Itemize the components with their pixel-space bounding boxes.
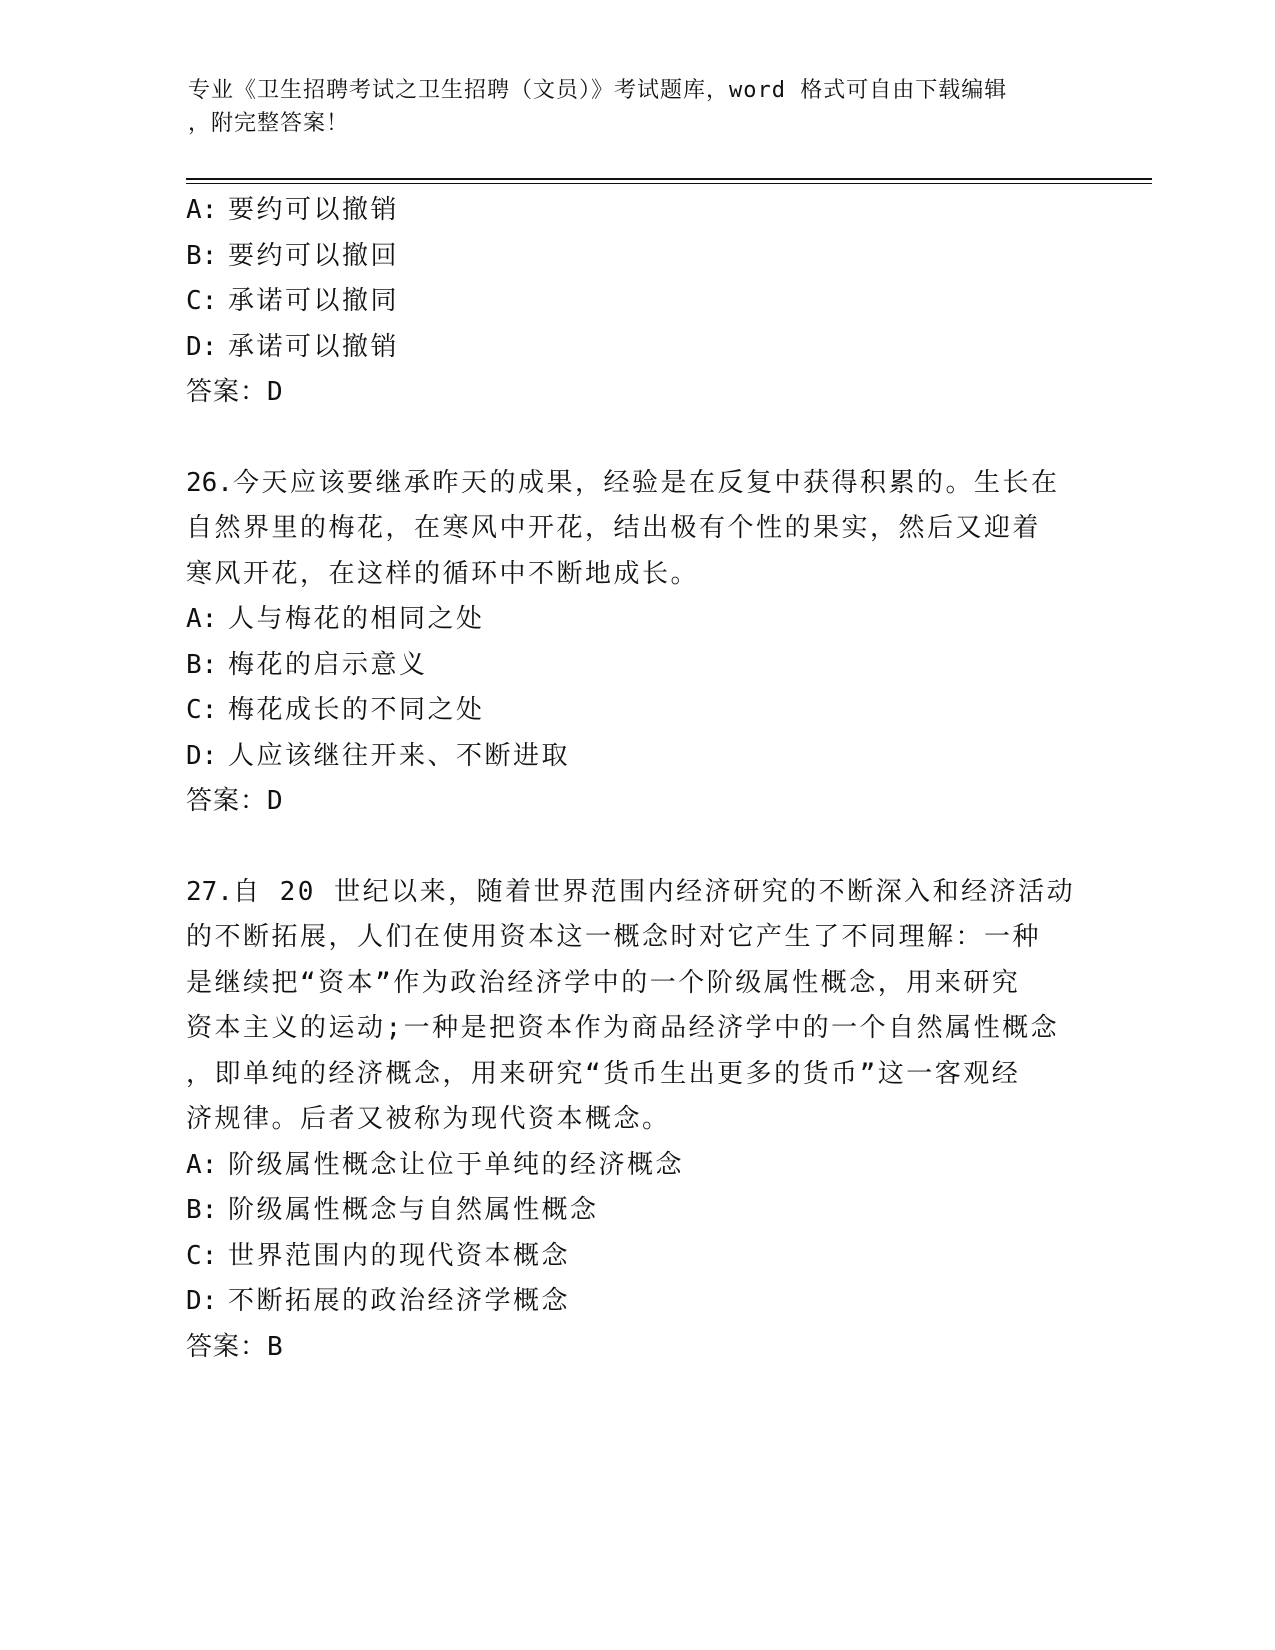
answer-line: 答案：B: [186, 1331, 284, 1362]
spacer: [186, 825, 1086, 870]
option-b: B: 要约可以撤回: [186, 240, 400, 271]
document-header: [188, 74, 1068, 140]
option-c: C: 承诺可以撤同: [186, 286, 400, 316]
question-25-block: [186, 188, 1086, 416]
answer-line: 答案：D: [186, 377, 284, 407]
option-d: D: 承诺可以撤销: [186, 331, 400, 362]
question-stem-line: 26.今天应该要继承昨天的成果，经验是在反复中获得积累的。生长在: [186, 467, 1060, 498]
option-d: D: 人应该继往开来、不断进取: [186, 740, 571, 771]
option-c: C: 梅花成长的不同之处: [186, 695, 485, 725]
option-a: A: 阶级属性概念让位于单纯的经济概念: [186, 1149, 685, 1180]
option-b: B: 阶级属性概念与自然属性概念: [186, 1195, 599, 1225]
question-number: 27.: [186, 876, 233, 907]
option-b: B: 梅花的启示意义: [186, 649, 428, 680]
question-27-block: [186, 870, 1086, 1371]
question-stem-line: 是继续把“资本”作为政治经济学中的一个阶级属性概念，用来研究: [186, 967, 1021, 998]
option-a: A: 要约可以撤销: [186, 195, 400, 225]
question-stem-line: 的不断拓展，人们在使用资本这一概念时对它产生了不同理解：一种: [186, 922, 1042, 952]
option-d: D: 不断拓展的政治经济学概念: [186, 1286, 571, 1316]
question-26-block: [186, 461, 1086, 825]
option-c: C: 世界范围内的现代资本概念: [186, 1240, 571, 1271]
header-divider-thin: [186, 183, 1152, 184]
option-a: A: 人与梅花的相同之处: [186, 604, 485, 634]
question-stem-line: 自然界里的梅花，在寒风中开花，结出极有个性的果实，然后又迎着: [186, 513, 1042, 543]
question-stem-line: 济规律。后者又被称为现代资本概念。: [186, 1104, 671, 1134]
header-divider-thick: [186, 178, 1152, 180]
question-content: [186, 188, 1086, 1370]
question-stem-line: 资本主义的运动;一种是把资本作为商品经济学中的一个自然属性概念: [186, 1013, 1060, 1043]
question-number: 26.: [186, 467, 233, 498]
question-stem-line: 27.自 20 世纪以来，随着世界范围内经济研究的不断深入和经济活动: [186, 876, 1076, 907]
question-stem-line: ，即单纯的经济概念，用来研究“货币生出更多的货币”这一客观经: [186, 1058, 1021, 1089]
header-line-2: ，附完整答案！: [188, 111, 350, 136]
question-stem-line: 寒风开花，在这样的循环中不断地成长。: [186, 558, 700, 589]
answer-line: 答案：D: [186, 786, 284, 816]
header-line-1: 专业《卫生招聘考试之卫生招聘（文员）》考试题库，word 格式可自由下载编辑: [188, 78, 1008, 103]
spacer: [186, 416, 1086, 461]
